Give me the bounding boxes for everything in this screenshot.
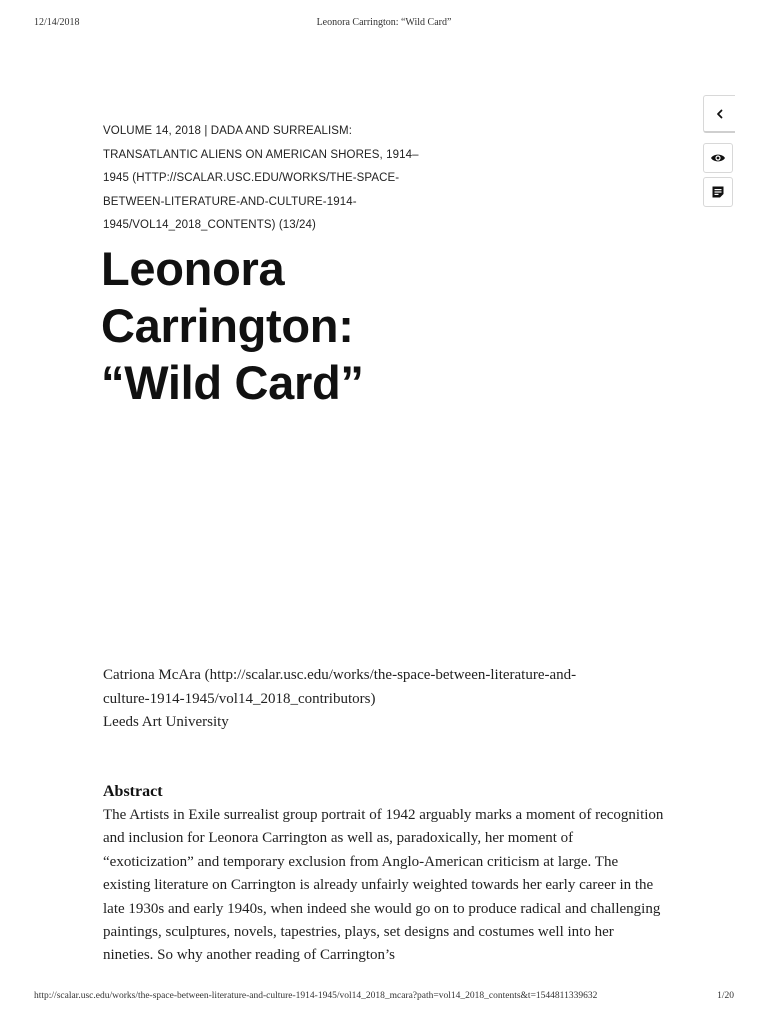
page-title-line: Carrington:	[101, 299, 354, 352]
print-footer	[0, 991, 768, 1007]
breadcrumb-line: 1945 (HTTP://SCALAR.USC.EDU/WORKS/THE-SPACE-	[103, 172, 400, 184]
visuals-button[interactable]	[703, 143, 733, 173]
print-date: 12/14/2018	[34, 17, 80, 28]
abstract-body: The Artists in Exile surrealist group portrait of 1942 arguably marks a moment of recognition and inclusion for Leonora Carrington as well as, paradoxically, her moment of “exoticization” and temporary exclusion from Anglo-American criticism at large. The existing literature on Carrington is already unfairly weighted towards her early career in the late 1930s and early 1940s, when indeed she would go on to produce radical and challenging paintings, sculptures, novels, tapestries, plays, set designs and costumes well into her nineties. So why another reading of Carrington’s	[103, 807, 664, 964]
notes-icon	[711, 185, 725, 199]
print-title: Leonora Carrington: “Wild Card”	[316, 17, 452, 28]
print-url: http://scalar.usc.edu/works/the-space-between-literature-and-culture-1914-1945/vol14_2018_mcara?path=vol14_2018_contents&t=1544811339632	[34, 991, 598, 1001]
author-link-line: Catriona McAra (http://scalar.usc.edu/works/the-space-between-literature-and-	[103, 667, 577, 683]
page-title	[101, 240, 521, 411]
chevron-left-icon	[714, 108, 726, 120]
collapse-panel-button[interactable]	[703, 95, 735, 133]
abstract-heading: Abstract	[103, 783, 163, 800]
author-link-line: culture-1914-1945/vol14_2018_contributors)	[103, 690, 376, 707]
eye-icon	[710, 152, 726, 164]
author-block	[103, 664, 663, 735]
page-title-line: Leonora	[101, 242, 285, 295]
breadcrumb-line: TRANSATLANTIC ALIENS ON AMERICAN SHORES, 1914–	[103, 148, 419, 161]
breadcrumb-link[interactable]	[103, 120, 423, 238]
breadcrumb-line: VOLUME 14, 2018 | DADA AND SURREALISM:	[103, 125, 353, 137]
breadcrumb-line: 1945/VOL14_2018_CONTENTS) (13/24)	[103, 219, 316, 231]
author-link[interactable]	[103, 664, 663, 711]
breadcrumb	[103, 120, 423, 238]
page-title-line: “Wild Card”	[101, 356, 364, 409]
print-header	[0, 17, 768, 33]
breadcrumb-line: BETWEEN-LITERATURE-AND-CULTURE-1914-	[103, 195, 357, 208]
notes-button[interactable]	[703, 177, 733, 207]
page-number: 1/20	[717, 991, 734, 1001]
author-affiliation: Leeds Art University	[103, 714, 229, 730]
